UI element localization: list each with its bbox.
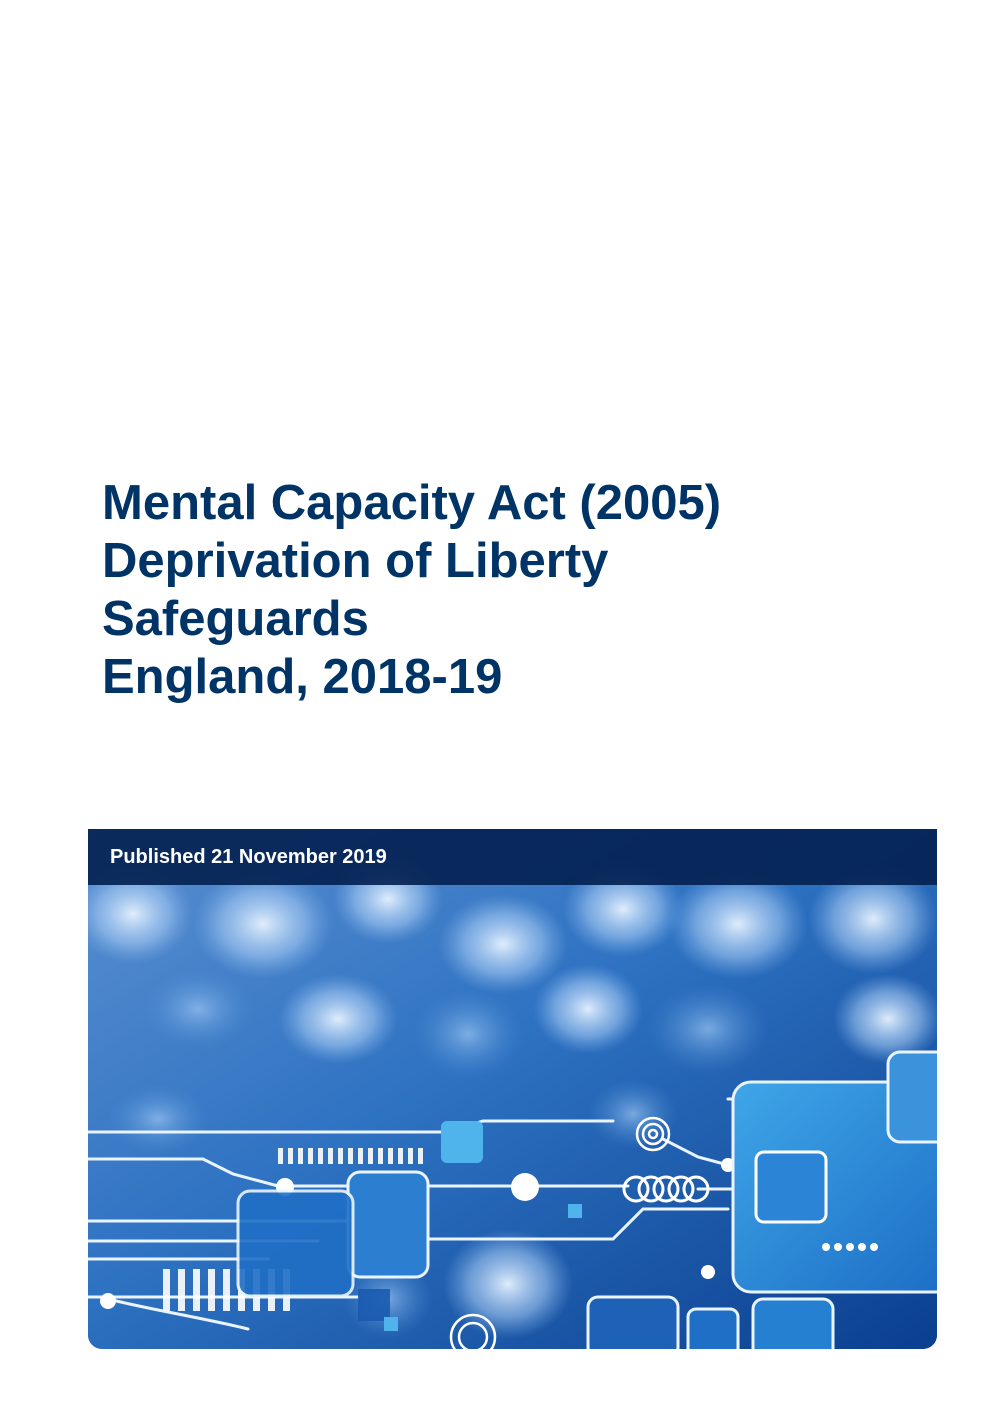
title-line-1: Mental Capacity Act (2005): [102, 476, 722, 530]
cover-image-panel: [88, 829, 937, 1349]
title-line-3: Safeguards: [102, 592, 369, 646]
title-line-2: Deprivation of Liberty: [102, 534, 609, 588]
bar-cluster-top: [278, 1148, 423, 1164]
circuit-bokeh-illustration: [88, 829, 937, 1349]
document-title: [102, 474, 922, 706]
title-line-4: England, 2018-19: [102, 650, 503, 704]
published-banner: [88, 829, 937, 885]
published-date: Published 21 November 2019: [110, 846, 387, 868]
